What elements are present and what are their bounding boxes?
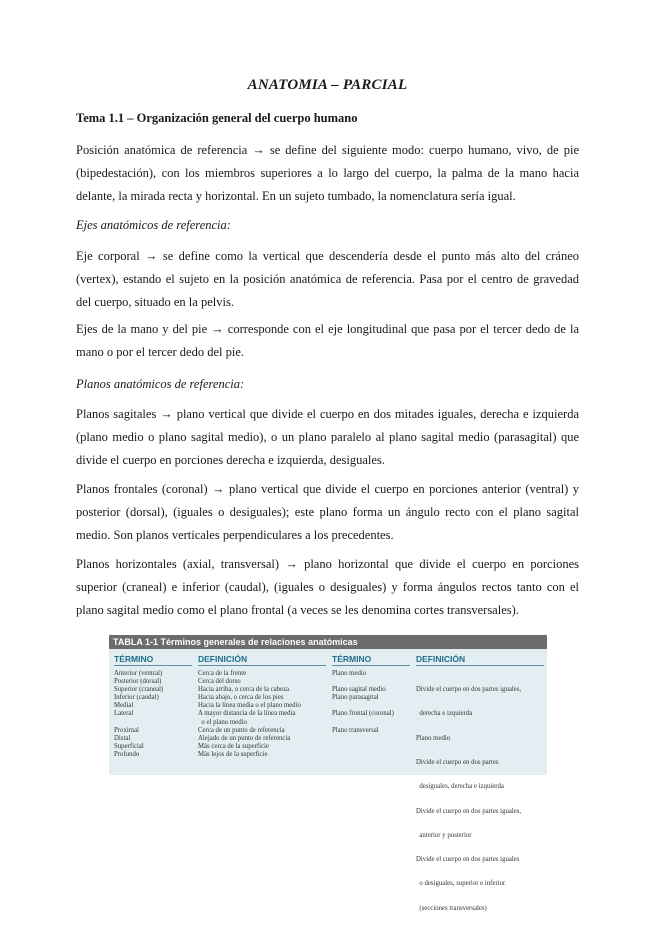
table-cell: Plano frontal (coronal) — [332, 710, 394, 718]
table-cell: derecha e izquierda — [416, 710, 473, 718]
topic-heading: Tema 1.1 – Organización general del cuerpo humano — [76, 111, 358, 125]
table-cell: Cerca del dorso — [198, 678, 241, 686]
table-cell: Divide el cuerpo en dos partes iguales, — [416, 686, 522, 694]
paragraph-horizontales — [76, 553, 579, 622]
table-cell: Hacia arriba, o cerca de la cabeza — [198, 686, 290, 694]
table-cell — [332, 719, 394, 727]
table-cell: Superficial — [114, 742, 144, 750]
table-cell: Inferior (caudal) — [114, 694, 159, 702]
page-title: ANATOMIA – PARCIAL — [247, 77, 408, 93]
table-cell: Distal — [114, 734, 131, 742]
table-column-definitions — [198, 670, 301, 759]
table-cell: Divide el cuerpo en dos partes — [416, 759, 499, 767]
table-cell: Lateral — [114, 710, 134, 718]
table-column-plane-definitions — [416, 670, 521, 929]
text-line: Planos frontales (coronal) → plano vertical que divide el cuerpo en porciones anterior (ventral) y — [76, 482, 579, 496]
table-cell — [332, 678, 394, 686]
table-cell: A mayor distancia de la línea media — [198, 710, 296, 718]
table-cell: Más lejos de la superficie — [198, 750, 268, 758]
text-line: (bipedestación), con los miembros superiores a lo largo del cuerpo, la palma de la mano hacia — [76, 166, 579, 180]
table-rule — [114, 665, 192, 666]
table-cell: Plano transversal — [332, 726, 379, 734]
text-line: Planos horizontales (axial, transversal) → plano horizontal que divide el cuerpo en porciones — [76, 557, 579, 571]
table-cell: Divide el cuerpo en dos partes iguales — [416, 856, 520, 864]
table-column-terms — [114, 670, 163, 759]
table-cell: Hacia la línea media o el plano medio — [198, 702, 301, 710]
table-cell: (secciones transversales) — [416, 904, 487, 912]
paragraph-ejes-mano — [76, 318, 579, 364]
text-line: Posición anatómica de referencia → se define del siguiente modo: cuerpo humano, vivo, de pie — [76, 143, 579, 157]
text-line: posterior (dorsal), (iguales o desiguales); este plano forma un ángulo recto con el plano sagital — [76, 505, 579, 519]
text-line: (vertex), estando el sujeto en la posición anatómica de referencia. Pasa por el centro de gravedad — [76, 272, 579, 286]
table-column-planes — [332, 670, 394, 735]
table-rule — [416, 665, 544, 666]
table-cell: Medial — [114, 702, 134, 710]
text-line: superior (craneal) e inferior (caudal), (iguales o desiguales) y forma ángulos rectos tanto con el — [76, 580, 579, 594]
table-cell: Plano parasagital — [332, 694, 379, 702]
table-cell: Divide el cuerpo en dos partes iguales, — [416, 807, 522, 815]
table-cell: o desiguales, superior e inferior — [416, 880, 506, 888]
table-title: TABLA 1-1 Términos generales de relaciones anatómicas — [109, 635, 547, 649]
text-line: (plano medio o plano sagital medio), o un plano paralelo al plano sagital medio (parasagital) que — [76, 430, 579, 444]
text-line: mano o por el tercer dedo del pie. — [76, 345, 244, 359]
table-cell: Superior (craneal) — [114, 686, 164, 694]
paragraph-sagitales — [76, 403, 579, 472]
table-cell: Plano sagital medio — [332, 686, 386, 694]
text-line: medio. Son planos verticales perpendiculares a los precedentes. — [76, 528, 394, 542]
table-cell: Posterior (dorsal) — [114, 678, 162, 686]
table-header-term: TÉRMINO — [114, 654, 154, 664]
paragraph-eje-corporal — [76, 245, 579, 314]
planos-heading: Planos anatómicos de referencia: — [76, 377, 245, 391]
table-rule — [332, 665, 410, 666]
table-header-definition: DEFINICIÓN — [416, 654, 466, 664]
table-header-term: TÉRMINO — [332, 654, 372, 664]
table-cell — [114, 719, 163, 727]
table-cell: Anterior (ventral) — [114, 670, 163, 677]
table-cell — [332, 702, 394, 710]
text-line: divide el cuerpo en porciones derecha e izquierda, desiguales. — [76, 453, 385, 467]
table-cell: Plano medio — [416, 734, 451, 742]
table-header-definition: DEFINICIÓN — [198, 654, 248, 664]
table-cell: o el plano medio — [198, 718, 247, 726]
table-cell: Alejado de un punto de referencia — [198, 734, 291, 742]
text-line: Ejes de la mano y del pie → corresponde con el eje longitudinal que pasa por el tercer dedo de la — [76, 322, 579, 336]
paragraph-posicion — [76, 139, 579, 208]
ejes-heading: Ejes anatómicos de referencia: — [76, 218, 231, 232]
table-rule — [198, 665, 326, 666]
anatomy-terms-table — [109, 635, 547, 912]
table-cell: Hacia abajo, o cerca de los pies — [198, 694, 284, 702]
table-cell: Cerca de un punto de referencia — [198, 726, 285, 734]
text-line: del cuerpo, situado en la pelvis. — [76, 295, 234, 309]
table-cell: Más cerca de la superficie — [198, 742, 269, 750]
text-line: plano sagital medio como el plano frontal (a veces se les denomina cortes transversales). — [76, 603, 519, 617]
table-cell: anterior y posterior — [416, 831, 472, 839]
table-cell: Proximal — [114, 726, 139, 734]
table-cell: Cerca de la frente — [198, 670, 247, 677]
paragraph-frontales — [76, 478, 579, 547]
text-line: Eje corporal → se define como la vertical que descendería desde el punto más alto del cráneo — [76, 249, 579, 263]
text-line: delante, la mirada recta y horizontal. En un sujeto tumbado, la nomenclatura sería igual. — [76, 189, 516, 203]
text-line: Planos sagitales → plano vertical que divide el cuerpo en dos mitades iguales, derecha e izquierda — [76, 407, 579, 421]
table-cell: desiguales, derecha e izquierda — [416, 783, 504, 791]
table-cell: Profundo — [114, 750, 140, 758]
table-cell: Plano medio — [332, 670, 367, 677]
